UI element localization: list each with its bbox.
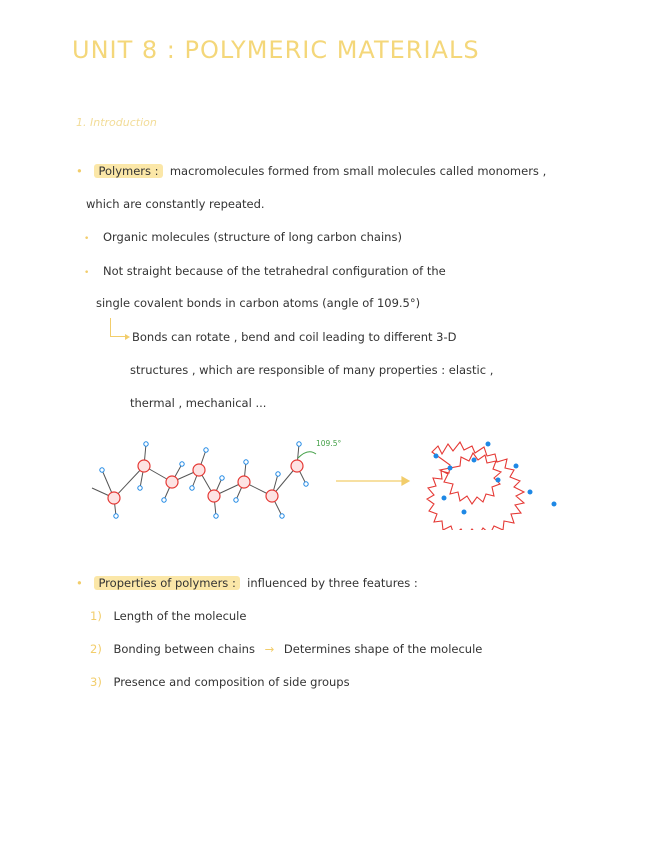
property-item-1 <box>90 609 246 623</box>
polymers-bullet-organic <box>84 230 402 244</box>
property-num: 3) <box>90 675 102 689</box>
bullet-icon: • <box>84 234 90 244</box>
bullet-icon: • <box>84 268 90 278</box>
bond-angle-label: 109.5° <box>316 439 342 448</box>
coiled-hydrogens <box>434 442 557 515</box>
properties-intro: influenced by three features : <box>247 576 418 590</box>
bullet-icon: • <box>76 164 83 178</box>
polymers-definition-line <box>76 164 546 178</box>
property-item-3 <box>90 675 350 689</box>
polymer-chain-diagram <box>84 430 584 530</box>
hydrogen-bonds <box>102 444 306 516</box>
bullet-straight-text: Not straight because of the tetrahedral configuration of the <box>102 264 446 278</box>
bond-angle-arc <box>298 452 316 458</box>
polymers-definition: macromolecules formed from small molecules called monomers , <box>169 164 547 178</box>
bullet-icon: • <box>76 576 83 590</box>
sub-arrow-cont2: thermal , mechanical ... <box>130 396 267 410</box>
polymers-bullet-straight <box>84 264 446 278</box>
arrow-hook-icon <box>110 318 125 337</box>
properties-line <box>76 576 418 590</box>
properties-term: Properties of polymers : <box>94 576 239 590</box>
coiled-polymer-mass <box>427 442 524 530</box>
property-num: 1) <box>90 609 102 623</box>
property-text: Bonding between chains <box>113 642 255 656</box>
sub-arrow-text: Bonds can rotate , bend and coil leading to different 3-D <box>132 330 457 344</box>
bullet-straight-cont: single covalent bonds in carbon atoms (angle of 109.5°) <box>96 296 421 310</box>
bullet-organic-text: Organic molecules (structure of long carbon chains) <box>102 230 402 244</box>
property-text: Presence and composition of side groups <box>113 675 350 689</box>
property-text: Length of the molecule <box>113 609 247 623</box>
page-title: UNIT 8 : POLYMERIC MATERIALS <box>72 36 480 64</box>
transform-arrow <box>336 477 409 485</box>
property-num: 2) <box>90 642 102 656</box>
implies-arrow-icon: → <box>264 642 275 656</box>
polymers-term: Polymers : <box>94 164 162 178</box>
property-extra: Determines shape of the molecule <box>283 642 483 656</box>
section-heading: 1. Introduction <box>76 116 157 129</box>
polymers-definition-cont: which are constantly repeated. <box>86 197 265 211</box>
sub-arrow-cont: structures , which are responsible of many properties : elastic , <box>130 363 494 377</box>
property-item-2 <box>90 642 482 656</box>
